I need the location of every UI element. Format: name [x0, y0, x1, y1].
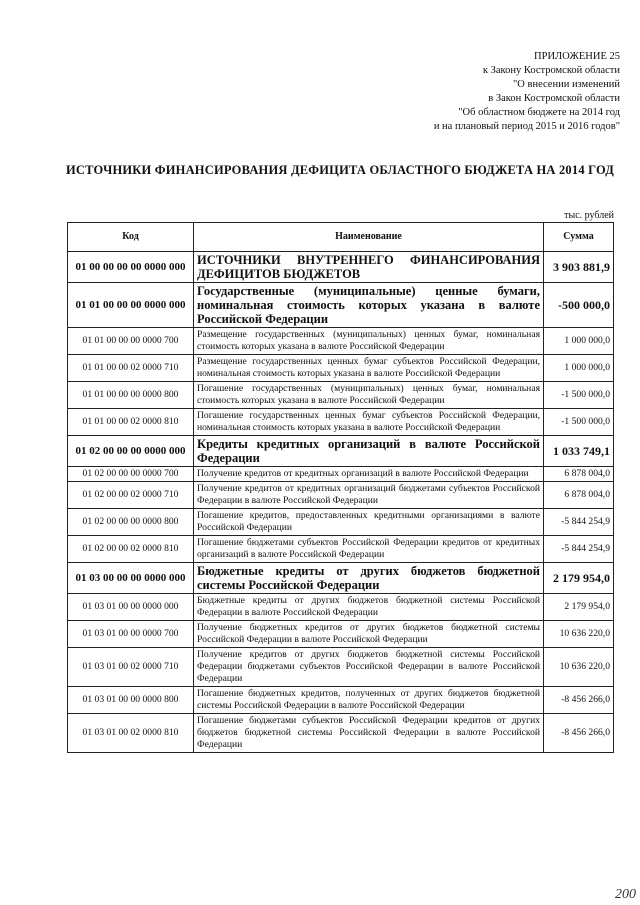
financing-sources-table [67, 222, 614, 753]
header-sum: Сумма [544, 223, 614, 252]
page-number: 200 [615, 887, 636, 902]
cell-name: Получение кредитов от кредитных организаций бюджетами субъектов Российской Федерации в валюте Российской Федерации [194, 482, 544, 509]
cell-name: Кредиты кредитных организаций в валюте Российской Федерации [194, 436, 544, 467]
table-header-row [68, 223, 614, 252]
appendix-line: "О внесении изменений [513, 79, 620, 90]
cell-name: Погашение бюджетами субъектов Российской Федерации кредитов от других бюджетов бюджетной системы Российской Федерации в валюте Российской Федерации [194, 714, 544, 753]
cell-sum: 6 878 004,0 [544, 482, 614, 509]
units-label: тыс. рублей [564, 210, 614, 221]
cell-sum: 1 033 749,1 [544, 436, 614, 467]
cell-sum: -5 844 254,9 [544, 509, 614, 536]
cell-name: Размещение государственных (муниципальных) ценных бумаг, номинальная стоимость которых указана в валюте Российской Федерации [194, 328, 544, 355]
cell-code: 01 02 00 00 00 0000 800 [68, 509, 194, 536]
cell-sum: 1 000 000,0 [544, 328, 614, 355]
cell-code: 01 01 00 00 02 0000 810 [68, 409, 194, 436]
cell-name: Размещение государственных ценных бумаг субъектов Российской Федерации, номинальная стоимость которых указана в валюте Российской Федерации [194, 355, 544, 382]
table-row [68, 509, 614, 536]
cell-code: 01 01 00 00 00 0000 800 [68, 382, 194, 409]
cell-sum: -500 000,0 [544, 283, 614, 328]
cell-sum: 1 000 000,0 [544, 355, 614, 382]
cell-name: Погашение кредитов, предоставленных кредитными организациями в валюте Российской Федерации [194, 509, 544, 536]
cell-code: 01 02 00 00 02 0000 710 [68, 482, 194, 509]
cell-name: Погашение бюджетных кредитов, полученных от других бюджетов бюджетной системы Российской Федерации в валюте Российской Федерации [194, 687, 544, 714]
cell-code: 01 03 01 00 02 0000 710 [68, 648, 194, 687]
table-row [68, 687, 614, 714]
table-row [68, 648, 614, 687]
cell-name: Получение бюджетных кредитов от других бюджетов бюджетной системы Российской Федерации в валюте Российской Федерации [194, 621, 544, 648]
cell-sum: 3 903 881,9 [544, 252, 614, 283]
header-code: Код [68, 223, 194, 252]
cell-code: 01 02 00 00 00 0000 700 [68, 467, 194, 482]
table-row [68, 355, 614, 382]
appendix-block [434, 50, 620, 134]
cell-name: Погашение бюджетами субъектов Российской Федерации кредитов от кредитных организаций в валюте Российской Федерации [194, 536, 544, 563]
document-title: ИСТОЧНИКИ ФИНАНСИРОВАНИЯ ДЕФИЦИТА ОБЛАСТНОГО БЮДЖЕТА НА 2014 ГОД [65, 163, 615, 177]
appendix-line: ПРИЛОЖЕНИЕ 25 [534, 51, 620, 62]
cell-code: 01 01 00 00 00 0000 700 [68, 328, 194, 355]
table-row [68, 409, 614, 436]
cell-sum: 2 179 954,0 [544, 594, 614, 621]
table-body [68, 252, 614, 753]
cell-code: 01 03 01 00 00 0000 000 [68, 594, 194, 621]
table-row [68, 328, 614, 355]
cell-code: 01 02 00 00 02 0000 810 [68, 536, 194, 563]
table-row [68, 714, 614, 753]
cell-name: Получение кредитов от кредитных организаций в валюте Российской Федерации [194, 467, 544, 482]
appendix-line: "Об областном бюджете на 2014 год [458, 107, 620, 118]
cell-sum: 2 179 954,0 [544, 563, 614, 594]
table-row [68, 252, 614, 283]
cell-sum: 6 878 004,0 [544, 467, 614, 482]
table-row [68, 467, 614, 482]
cell-name: ИСТОЧНИКИ ВНУТРЕННЕГО ФИНАНСИРОВАНИЯ ДЕФИЦИТОВ БЮДЖЕТОВ [194, 252, 544, 283]
table-row [68, 482, 614, 509]
cell-sum: -8 456 266,0 [544, 687, 614, 714]
table-row [68, 594, 614, 621]
cell-code: 01 03 00 00 00 0000 000 [68, 563, 194, 594]
table-row [68, 563, 614, 594]
table-row [68, 436, 614, 467]
table-row [68, 382, 614, 409]
cell-name: Бюджетные кредиты от других бюджетов бюджетной системы Российской Федерации в валюте Российской Федерации [194, 594, 544, 621]
cell-code: 01 01 00 00 00 0000 000 [68, 283, 194, 328]
appendix-line: к Закону Костромской области [482, 65, 620, 76]
cell-sum: -1 500 000,0 [544, 409, 614, 436]
cell-sum: 10 636 220,0 [544, 621, 614, 648]
cell-sum: -1 500 000,0 [544, 382, 614, 409]
table-row [68, 621, 614, 648]
cell-code: 01 02 00 00 00 0000 000 [68, 436, 194, 467]
table-row [68, 536, 614, 563]
cell-name: Получение кредитов от других бюджетов бюджетной системы Российской Федерации бюджетами субъектов Российской Федерации в валюте Российской Федерации [194, 648, 544, 687]
cell-code: 01 03 01 00 02 0000 810 [68, 714, 194, 753]
table-row [68, 283, 614, 328]
appendix-line: и на плановый период 2015 и 2016 годов" [433, 121, 620, 132]
header-name: Наименование [194, 223, 544, 252]
cell-name: Бюджетные кредиты от других бюджетов бюджетной системы Российской Федерации [194, 563, 544, 594]
cell-code: 01 01 00 00 02 0000 710 [68, 355, 194, 382]
cell-code: 01 03 01 00 00 0000 700 [68, 621, 194, 648]
cell-sum: -8 456 266,0 [544, 714, 614, 753]
cell-sum: 10 636 220,0 [544, 648, 614, 687]
cell-code: 01 03 01 00 00 0000 800 [68, 687, 194, 714]
cell-sum: -5 844 254,9 [544, 536, 614, 563]
cell-name: Погашение государственных (муниципальных) ценных бумаг, номинальная стоимость которых указана в валюте Российской Федерации [194, 382, 544, 409]
appendix-line: в Закон Костромской области [488, 93, 620, 104]
cell-name: Государственные (муниципальные) ценные бумаги, номинальная стоимость которых указана в валюте Российской Федерации [194, 283, 544, 328]
cell-code: 01 00 00 00 00 0000 000 [68, 252, 194, 283]
cell-name: Погашение государственных ценных бумаг субъектов Российской Федерации, номинальная стоимость которых указана в валюте Российской Федерации [194, 409, 544, 436]
